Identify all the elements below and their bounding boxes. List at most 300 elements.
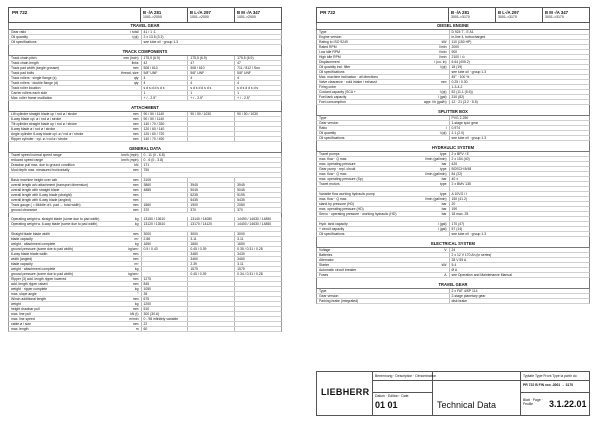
spec-unit: A	[444, 273, 447, 277]
spec-value: 3000	[141, 232, 188, 236]
spec-value	[187, 117, 234, 121]
spec-value: 3.11	[187, 237, 234, 241]
spec-label: Firing order	[319, 85, 337, 89]
spec-label: Angle cylinder 6-way blade cyl. ø / rod ø / stroke	[11, 132, 84, 136]
spec-value: 1200	[141, 302, 188, 306]
spec-label: Operating weight w. 6-way blade (some due to pad width)	[11, 222, 98, 226]
spec-value	[234, 178, 281, 182]
spec-label: Straight blade blade width	[11, 232, 51, 236]
spec-value	[141, 252, 188, 256]
spec-value	[234, 122, 281, 126]
section-title: HYDRAULIC SYSTEM	[316, 145, 590, 152]
spec-value: 57 (14)	[449, 227, 589, 231]
spec-value: 84 (22)	[449, 172, 589, 176]
spec-label: Rating to ISO 9249	[319, 40, 348, 44]
section-title: TRAVEL GEAR	[8, 23, 282, 30]
spec-value: 110 (150 HP)	[449, 40, 589, 44]
spec-unit: mm	[132, 168, 139, 172]
spec-label: Track pad bolts	[11, 71, 35, 75]
spec-unit: km/h (mph)	[121, 153, 139, 157]
liebherr-logo: LIEBHERR	[321, 387, 370, 397]
spec-value: 52 (11.1 (5.5))	[449, 90, 589, 94]
spec-unit: mm	[132, 252, 139, 256]
spec-unit: m³	[134, 237, 139, 241]
spec-value: 5.4	[449, 263, 589, 267]
spec-label: weight	[11, 302, 21, 306]
spec-unit: mm	[132, 282, 139, 286]
spec-value: 1575	[234, 267, 281, 271]
spec-value	[234, 132, 281, 136]
section-title: ELECTRICAL SYSTEM	[316, 241, 590, 248]
spec-label: Fuses	[319, 273, 329, 277]
spec-unit: i total	[130, 30, 139, 34]
spec-unit: mm	[132, 178, 139, 182]
spec-value	[141, 198, 188, 202]
spec-label: max. slope angle	[11, 292, 37, 296]
spec-unit: mm	[132, 66, 139, 70]
spec-unit: l (cu. in)	[434, 60, 447, 64]
spec-label: Rated RPM	[319, 45, 337, 49]
spec-label: Oil quantity	[319, 131, 336, 135]
spec-value: 13170 / 14120	[187, 222, 234, 226]
spec-value	[187, 277, 234, 281]
spec-label: Travel speed normal speed range	[11, 153, 62, 157]
serial-range: 3001->3170	[498, 15, 517, 20]
spec-value	[187, 282, 234, 286]
spec-unit	[421, 232, 449, 236]
serial-range: 1001->2000	[190, 15, 209, 20]
spec-value: 0.34 / 0.31 / 0.28	[234, 272, 281, 276]
spec-value	[234, 282, 281, 286]
spec-value: 750	[141, 168, 281, 172]
spec-label: overall length with 6-way blade (angled)	[11, 198, 71, 202]
spec-value	[187, 317, 234, 321]
model-column-header	[543, 8, 589, 22]
spec-label: 6-way blade ø / rod ø / stroke	[11, 127, 56, 131]
spec-value	[234, 297, 281, 301]
spec-unit: mm	[132, 117, 139, 121]
spec-value: s d s d d s d s	[187, 86, 234, 90]
spec-value: 5/8" UNF	[234, 71, 281, 75]
document-title: Technical Data	[437, 400, 497, 410]
spec-value: 18 (19)	[449, 65, 589, 69]
spec-unit: bar	[441, 177, 447, 181]
spec-label: weight · attachment complete	[11, 267, 56, 271]
spec-value: 3860	[141, 183, 188, 187]
spec-unit: bar	[441, 212, 447, 216]
spec-value: 2.39	[187, 262, 234, 266]
spec-value	[141, 262, 188, 266]
spec-label: High idle RPM	[319, 55, 341, 59]
model-name: B -/A 281	[143, 10, 162, 15]
spec-value	[187, 322, 234, 326]
spec-value: 3.11	[234, 237, 281, 241]
page-label: Blatt · Page · Feuille	[523, 398, 543, 406]
spec-value: 47	[187, 61, 234, 65]
spec-unit: kW	[441, 263, 447, 267]
spec-value: 300 (30.6)	[141, 312, 188, 316]
serial-range: 1001->2000	[237, 15, 256, 20]
spec-unit: m	[135, 327, 139, 331]
spec-unit: kg/cm²	[128, 272, 139, 276]
spec-value: 13120 / 13510	[141, 222, 188, 226]
spec-value	[234, 277, 281, 281]
section-title: TRAVEL GEAR	[316, 282, 590, 289]
model-column-header	[496, 8, 543, 22]
model-name: B L-/A 297	[190, 10, 211, 15]
spec-unit: mm	[132, 208, 139, 212]
model-name: B M -/A 347	[545, 10, 569, 15]
spec-value: 508 / 610	[187, 66, 234, 70]
spec-value: 45° · 100 %	[449, 75, 589, 79]
section-title: ATTACHMENT	[8, 105, 282, 112]
spec-unit	[421, 136, 449, 140]
spec-label: max. length	[11, 327, 29, 331]
spec-label: Low idle RPM	[319, 50, 340, 54]
spec-unit	[113, 173, 141, 177]
spec-value: 5435	[187, 198, 234, 202]
spec-unit: mm	[132, 137, 139, 141]
spec-unit: mm	[132, 322, 139, 326]
spec-label: stand by pressure (HD)	[319, 202, 355, 206]
spec-unit	[421, 30, 449, 34]
spec-unit: mm	[132, 307, 139, 311]
spec-value: 2-stage planetary gear	[449, 294, 589, 298]
spec-value: 3460	[234, 257, 281, 261]
spec-value: 370	[187, 208, 234, 212]
spec-value: 1650	[234, 242, 281, 246]
spec-label: Track chain length	[11, 61, 39, 65]
spec-row	[8, 327, 282, 332]
spec-label: Winch additional length	[11, 297, 47, 301]
spec-value	[187, 287, 234, 291]
spec-value: 1	[187, 91, 234, 95]
spec-value: 175,5 (6.9)	[234, 56, 281, 60]
spec-value: 3945	[187, 183, 234, 187]
spec-unit: kg	[134, 267, 139, 271]
serial-range: 3001->3170	[545, 15, 564, 20]
spec-value: 2100 / ⊙	[449, 55, 589, 59]
spec-unit: l (qt)	[131, 35, 139, 39]
spec-unit	[421, 253, 449, 257]
spec-label: Fuel consumption	[319, 100, 346, 104]
type-label: Typtafe Type·Front Type la partir do	[523, 374, 577, 378]
spec-label: Max. roller frame oscillation	[11, 96, 53, 100]
spec-unit	[421, 85, 449, 89]
type-value: PR 722 B F/N xxx -3001 → 3170	[523, 383, 574, 387]
spec-value: 13140 / 14080	[187, 217, 234, 221]
spec-value	[141, 257, 188, 261]
spec-value: 5/8" UNF	[141, 71, 188, 75]
spec-label: Servo · operating pressure · working hydraulic (HD)	[319, 212, 397, 216]
spec-value	[234, 292, 281, 296]
spec-label: Ripper (3) add. length ripper lowered	[11, 277, 67, 281]
spec-value: disk brake	[449, 299, 589, 303]
spec-unit: mm	[132, 203, 139, 207]
spec-label: overall length with straight blade	[11, 188, 60, 192]
description-label: Benennung · Description · Dénomination	[375, 374, 437, 378]
spec-value: 2080	[234, 203, 281, 207]
spec-label: weight · ripper complete	[11, 287, 48, 291]
spec-unit	[421, 294, 449, 298]
spec-value: 1275	[141, 277, 188, 281]
spec-label: max. line pull	[11, 312, 31, 316]
machine-model: PR 722	[9, 8, 141, 22]
spec-unit: °	[137, 292, 139, 296]
spec-label: Variable flow working hydraulic pump	[319, 192, 375, 196]
spec-value: 175,5 (6.9)	[141, 56, 188, 60]
spec-value: 12 · 21 (3.2 · 5.5)	[449, 100, 589, 104]
spec-label: Automatic circuit breaker	[319, 268, 357, 272]
spec-label: Lift cylinder straight blade up / rod ø / stroke	[11, 112, 77, 116]
spec-unit: qty	[133, 76, 139, 80]
spec-value: D 924 T - E A1	[449, 30, 589, 34]
spec-value	[234, 322, 281, 326]
spec-unit: kg/cm²	[128, 247, 139, 251]
spec-unit: type	[440, 167, 447, 171]
spec-label	[317, 217, 421, 221]
spec-unit: i	[445, 126, 447, 130]
spec-label: Fuel tank capacity	[319, 95, 347, 99]
spec-value: 1-stage spur gear	[449, 121, 589, 125]
spec-unit: kN	[134, 163, 139, 167]
spec-label: Displacement	[319, 60, 340, 64]
spec-label: Basic machine height over cab	[11, 178, 58, 182]
spec-label: cable ø / size	[11, 322, 31, 326]
spec-value: 90 / 50 / 1030	[187, 112, 234, 116]
edition-number: 01 01	[375, 400, 398, 410]
serial-range: 1001->2000	[143, 15, 162, 20]
spec-value: 1575	[187, 267, 234, 271]
spec-value: 0 - 11 (0 - 6.8)	[141, 153, 281, 157]
spec-unit: mm	[132, 122, 139, 126]
spec-value: 0 - 6 (0 - 3.8)	[141, 158, 281, 162]
model-name: B M -/A 347	[237, 10, 261, 15]
spec-value: 14400 / 14630 / 14850	[234, 222, 281, 226]
spec-unit: l/min (gal/min)	[425, 197, 447, 201]
spec-label	[9, 227, 113, 231]
spec-label: max. flow · Q max.	[319, 157, 348, 161]
spec-label	[317, 187, 421, 191]
spec-unit: l (gal)	[438, 95, 447, 99]
spec-unit	[421, 35, 449, 39]
spec-unit: l (qt)	[439, 65, 447, 69]
spec-value	[187, 132, 234, 136]
spec-label: max. operating pressure	[319, 162, 356, 166]
spec-value: 18 max. 25	[449, 212, 589, 216]
spec-label: Type	[319, 116, 327, 120]
spec-label: Operating weight w. straight blade (some due to pad width)	[11, 217, 100, 221]
spec-value: 1	[234, 91, 281, 95]
model-name: B L-/A 297	[498, 10, 519, 15]
spec-unit: qty	[133, 81, 139, 85]
spec-value: 2 x 154 (40)	[449, 157, 589, 161]
spec-value: 711 / 812 / Sno	[234, 66, 281, 70]
spec-value	[187, 137, 234, 141]
spec-label: Drawbar pull max. due to ground condition	[11, 163, 75, 167]
spec-value: 675	[141, 297, 188, 301]
spec-value	[141, 272, 188, 276]
spec-label: Max. machine inclination · all directions	[319, 75, 378, 79]
spec-value: 90 / 50 / 1140	[141, 112, 188, 116]
spec-unit: type	[440, 152, 447, 156]
spec-value: 120 / 60 / 140	[141, 127, 188, 131]
spec-value: 28 V 55 A	[449, 258, 589, 262]
spec-unit: type	[440, 192, 447, 196]
spec-label: Valve clearance · cold intake / exhaust	[319, 80, 377, 84]
spec-value: 14490 / 14630 / 14850	[234, 217, 281, 221]
spec-value	[234, 317, 281, 321]
spec-unit	[113, 91, 141, 95]
spec-value: s d s d d s d s	[141, 86, 188, 90]
spec-value: BOSCH 8/48	[449, 167, 589, 171]
spec-value	[187, 127, 234, 131]
spec-label: Mud depth max. measured horizontally	[11, 168, 70, 172]
spec-value: 1	[141, 91, 188, 95]
spec-value: 1650	[141, 242, 188, 246]
spec-value: 3000	[187, 232, 234, 236]
spec-value: 310 (82)	[449, 95, 589, 99]
spec-label	[9, 173, 113, 177]
spec-label: ground pressure (some due to pad width)	[11, 272, 74, 276]
spec-value: 4	[234, 76, 281, 80]
spec-value: 900	[449, 50, 589, 54]
spec-value: 20	[449, 202, 589, 206]
spec-unit: links	[131, 61, 139, 65]
spec-value: 140 / 70 / 490	[141, 137, 188, 141]
spec-value: 42	[141, 61, 188, 65]
spec-unit: mm (inch)	[123, 56, 139, 60]
spec-value: Ø A	[449, 268, 589, 272]
spec-value: 150 (41.2)	[449, 197, 589, 201]
spec-label: Track roller location	[11, 86, 41, 90]
spec-unit: m/min	[129, 317, 139, 321]
spec-unit: mm	[132, 297, 139, 301]
spec-value: + / - 2.5°	[234, 96, 281, 100]
spec-value	[234, 117, 281, 121]
spec-value: PVG 2-250	[449, 116, 589, 120]
spec-label: Track rollers · double flange (d)	[11, 81, 58, 85]
spec-label: overall length with 6-way blade (straight)	[11, 193, 72, 197]
left-page	[8, 7, 282, 416]
spec-value: 35	[141, 292, 188, 296]
spec-unit: kg	[134, 242, 139, 246]
spec-value: 3.11	[234, 262, 281, 266]
spec-value: 1860	[141, 203, 188, 207]
spec-value: 47	[234, 61, 281, 65]
spec-label: Oil specifications	[11, 40, 37, 44]
spec-value: see lube oil · group 1.3	[141, 40, 281, 44]
spec-value: 3945	[234, 183, 281, 187]
spec-value: 90 / 50 / 1140	[141, 117, 188, 121]
model-column-header	[235, 8, 281, 22]
spec-value	[449, 217, 589, 221]
page-header	[316, 7, 590, 23]
spec-value	[187, 122, 234, 126]
spec-unit	[113, 86, 141, 90]
spec-unit	[421, 258, 449, 262]
spec-value: 1050	[141, 287, 188, 291]
spec-value	[187, 327, 234, 331]
spec-value	[187, 307, 234, 311]
model-column-header	[449, 8, 496, 22]
spec-unit: kg	[134, 217, 139, 221]
section-title: SPLITTER BOX	[316, 109, 590, 116]
spec-value: 420	[449, 162, 589, 166]
spec-unit: mm	[132, 127, 139, 131]
spec-value: 5045	[187, 188, 234, 192]
spec-unit	[421, 75, 449, 79]
spec-label: 6-way blade cyl. ø / rod ø / stroke	[11, 117, 62, 121]
spec-value: 2000	[449, 45, 589, 49]
spec-value: 3000	[234, 232, 281, 236]
spec-value	[141, 267, 188, 271]
spec-unit: bar	[441, 202, 447, 206]
spec-value: in-line 4, turbocharged	[449, 35, 589, 39]
spec-value: 0,974	[449, 126, 589, 130]
spec-unit: l/min	[439, 50, 447, 54]
spec-value: 60	[141, 327, 188, 331]
spec-unit	[421, 268, 449, 272]
spec-value: 5235	[187, 193, 234, 197]
spec-value: 24	[449, 248, 589, 252]
date-label: Datum · Edition · Date	[375, 394, 409, 398]
spec-unit	[421, 289, 449, 293]
spec-label: reduced speed range	[11, 158, 44, 162]
spec-unit: km/h (mph)	[121, 158, 139, 162]
spec-value: 4	[141, 76, 188, 80]
spec-value: 1650	[187, 242, 234, 246]
spec-unit: mm	[132, 112, 139, 116]
spec-value: 175,5 (6.9)	[187, 56, 234, 60]
spec-unit	[113, 227, 141, 231]
spec-label: blade capacity	[11, 237, 33, 241]
spec-label: max. flow · Q max.	[319, 197, 348, 201]
spec-value: 4885	[141, 188, 188, 192]
spec-value: 3480	[187, 252, 234, 256]
spec-label: Oil quantity	[11, 35, 28, 39]
spec-unit	[421, 187, 449, 191]
spec-value: 1900	[187, 203, 234, 207]
spec-unit: mm	[132, 193, 139, 197]
spec-value: 3460	[187, 257, 234, 261]
spec-value	[187, 178, 234, 182]
spec-value	[234, 127, 281, 131]
spec-value	[234, 327, 281, 331]
spec-label: Coolant capacity (SCA +	[319, 90, 356, 94]
spec-label: Type	[319, 289, 327, 293]
spec-value: 2 x 12 V 170 Ah (in series)	[449, 253, 589, 257]
spec-value: 510	[141, 307, 188, 311]
spec-unit: mm	[132, 257, 139, 261]
spec-label: Track rollers · single flange (s)	[11, 76, 57, 80]
spec-label: add. length ripper raised	[11, 282, 48, 286]
spec-unit: l (qt)	[439, 90, 447, 94]
section-title: GENERAL DATA	[8, 146, 282, 153]
spec-value: 90 / 50 / 1030	[234, 112, 281, 116]
serial-range: 3001->3170	[451, 15, 470, 20]
model-name: B -/A 281	[451, 10, 470, 15]
spec-label: Travel motors	[319, 182, 340, 186]
spec-unit: mm	[132, 232, 139, 236]
spec-value: 2 x FAT 4/SP 114	[449, 289, 589, 293]
spec-label: Voltage	[319, 248, 331, 252]
spec-label: + circuit capacity	[319, 227, 345, 231]
spec-label: overall length w/o attachment (transport dimension)	[11, 183, 89, 187]
spec-value: 2.1 (2.0)	[449, 131, 589, 135]
spec-label: Track chain pitch	[11, 56, 37, 60]
spec-unit	[421, 217, 449, 221]
